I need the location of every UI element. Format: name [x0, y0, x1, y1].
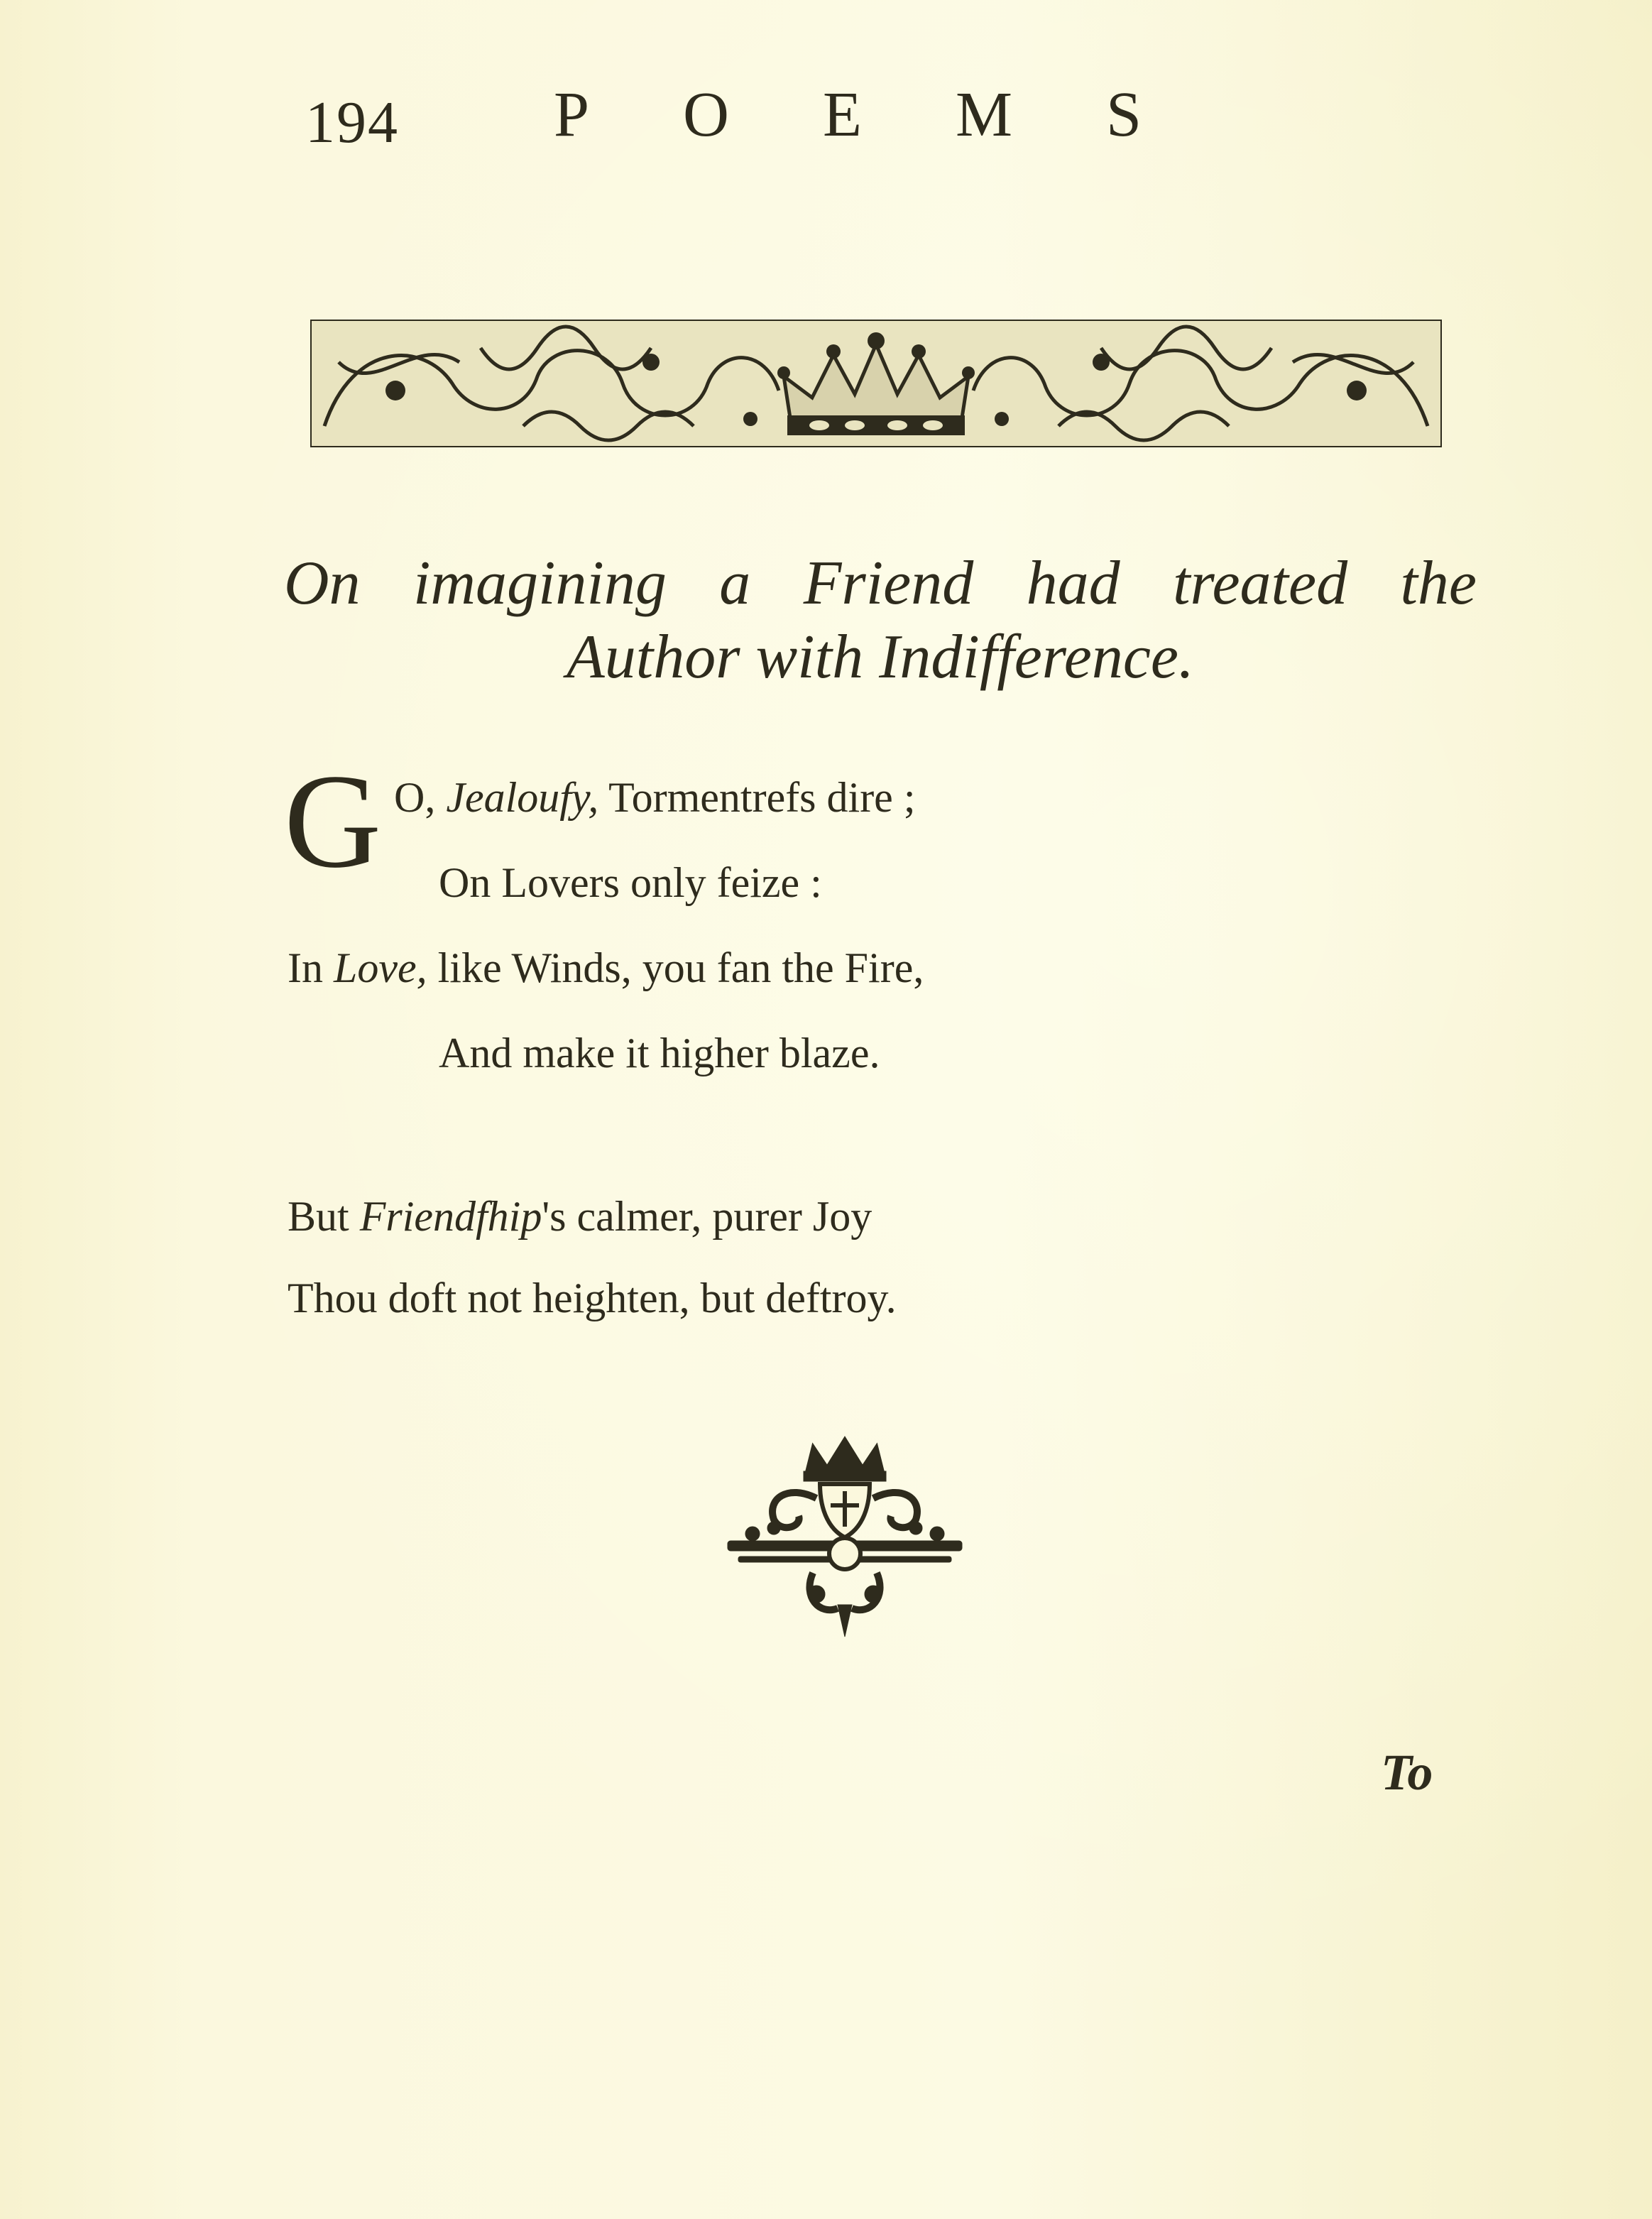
page-number: 194	[305, 89, 399, 156]
running-title: POEMS	[554, 80, 1236, 150]
drop-cap: G	[284, 747, 382, 896]
verse-text: like Winds, you fan the Fire,	[427, 944, 924, 991]
verse-line	[439, 1032, 880, 1074]
verse-text: But	[288, 1193, 360, 1240]
verse-text: On Lovers only feize :	[439, 859, 822, 906]
tailpiece-ornament-icon	[724, 1434, 966, 1640]
poem-title-line-2: Author with Indifference.	[567, 623, 1194, 692]
catchword: To	[1381, 1744, 1433, 1801]
verse-line	[288, 944, 924, 991]
verse-text: Thou doft not heighten, but deftroy.	[288, 1275, 897, 1321]
verse-text: 's calmer, purer Joy	[542, 1193, 873, 1240]
running-head	[305, 78, 1236, 163]
verse-text: Tormentrefs dire ;	[598, 774, 916, 821]
verse-italic-text: Friendfhip	[359, 1193, 542, 1240]
verse-line	[439, 861, 822, 904]
verse-text: And make it higher blaze.	[439, 1030, 880, 1076]
verse-text: O,	[394, 774, 447, 821]
headpiece-ornament-icon	[310, 320, 1442, 447]
poem-title	[284, 547, 1477, 694]
poem-title-line-1: On imagining a Friend had treated the	[284, 549, 1477, 618]
verse-line	[288, 1195, 872, 1238]
verse-text: In	[288, 944, 334, 991]
verse-line	[288, 1277, 897, 1319]
verse-italic-text: Jealoufy,	[446, 774, 599, 821]
verse-line	[394, 776, 916, 819]
verse-italic-text: Love,	[333, 944, 427, 991]
